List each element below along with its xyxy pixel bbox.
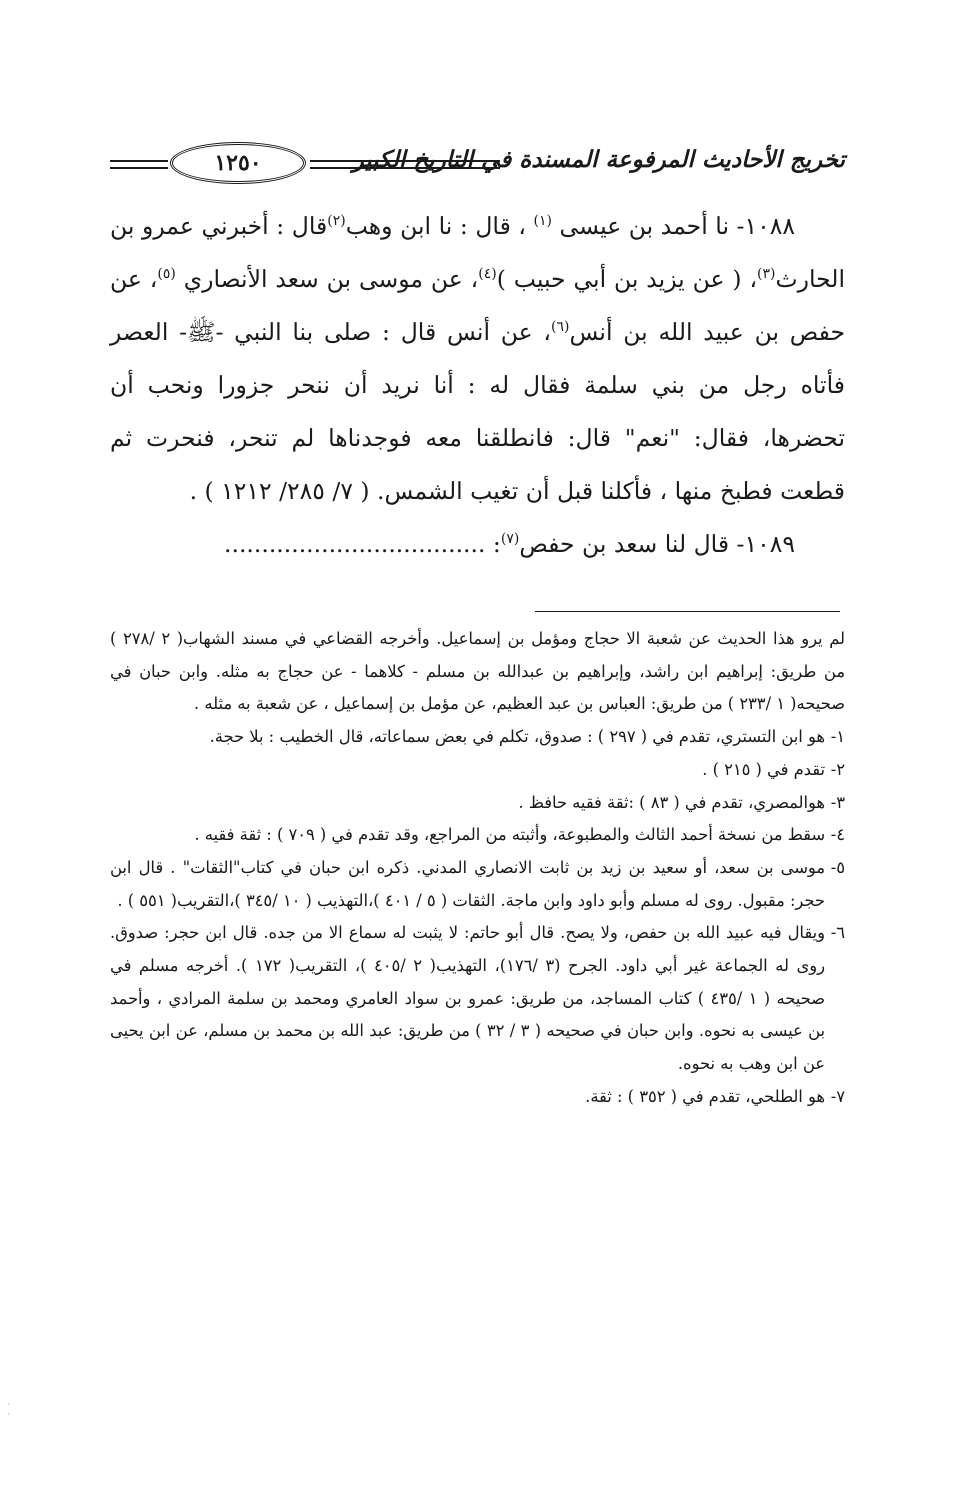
main-text [110,200,845,571]
footnote-7 [110,1081,845,1114]
footnote-number: ٣- [830,792,845,812]
footnote-text: ويقال فيه عبيد الله بن حفص، ولا يصح. قال أبو حاتم: لا يثبت له سماع الا من جده. قال ابن حجر: صدوق. روى له الجماعة غير أبي داود. الجرح (٣ /١٧٦)، التهذيب( ٢ /٤٠٥ )، التقريب( ١٧٢ ). أخرجه مسلم في صحيحه ( ١ /٤٣٥ ) كتاب المساجد، من طريق: عمرو بن سواد العامري ومحمد بن سلمة المرادي ، وأحمد بن عيسى به نحوه. وابن حبان في صحيحه ( ٣ / ٣٢ ) من طريق: عبد الله بن محمد بن مسلم، عن ابن يحيى عن ابن وهب به نحوه. [110,923,825,1074]
footnote-5 [110,852,845,917]
footnote-text: تقدم في ( ٢١٥ ) . [702,759,825,779]
footnote-text: هوالمصري، تقدم في ( ٨٣ ) :ثقة فقيه حافظ . [518,792,825,812]
footnote-number: ٤- [830,825,845,845]
header-double-rule [310,160,500,169]
footnote-2 [110,754,845,787]
hadith-text: نا أحمد بن عيسى [551,212,729,240]
scan-margin-marks: · · [7,1400,10,1419]
footnote-ref-1: (١) [533,213,552,230]
hadith-text: ، عن حفص بن عبيد الله بن أنس [110,265,845,346]
footnote-text: سقط من نسخة أحمد الثالث والمطبوعة، وأثبته من المراجع، وقد تقدم في ( ٧٠٩ ) : ثقة فقيه . [194,825,825,845]
hadith-1088 [110,200,845,518]
footnote-continuation: لم يرو هذا الحديث عن شعبة الا حجاج ومؤمل بن إسماعيل. وأخرجه القضاعي في مسند الشهاب( ٢ /٢٧٨ ) من طريق: إبراهيم ابن راشد، وإبراهيم بن عبدالله بن مسلم - كلاهما - عن حجاج به مثله. وابن حبان في صحيحه( ١ /٢٣٣ ) من طريق: العباس بن عبد العظيم، عن مؤمل بن إسماعيل ، عن شعبة به مثله . [110,629,845,714]
header-double-rule-left [110,160,168,169]
footnote-1 [110,721,845,754]
hadith-number: ١٠٨٨- [729,212,796,240]
hadith-1089 [110,518,845,571]
footnote-number: ١- [830,727,845,747]
footnote-text: هو الطلحي، تقدم في ( ٣٥٢ ) : ثقة. [585,1086,825,1106]
footnote-number: ٢- [830,759,845,779]
hadith-text: : ................................... [224,530,501,558]
running-header [110,140,845,184]
hadith-text: ، قال : نا ابن وهب [345,212,534,240]
footnote-ref-5: (٥) [157,266,176,283]
footnote-ref-6: (٦) [551,319,570,336]
hadith-text: ، عن موسى بن سعد الأنصاري [175,265,479,293]
footnote-3 [110,787,845,820]
hadith-text: ، ( عن يزيد بن أبي حبيب ) [496,265,758,293]
hadith-number: ١٠٨٩- [729,530,795,558]
footnote-separator [535,611,840,612]
hadith-text: قال لنا سعد بن حفص [519,530,730,558]
footnote-number: ٧- [830,1086,845,1106]
footnote-number: ٦- [830,923,845,943]
footnote-ref-7: (٧) [500,531,520,548]
footnote-text: هو ابن التستري، تقدم في ( ٢٩٧ ) : صدوق، تكلم في بعض سماعاته، قال الخطيب : بلا حجة. [209,727,825,747]
header-title: تخريج الأحاديث المرفوعة المسندة في التاريخ الكبير [352,146,845,173]
page-number: ١٢٥٠ [170,142,306,184]
footnote-4 [110,819,845,852]
footnote-6 [110,917,845,1081]
footnote-ref-3: (٣) [757,266,776,283]
footnotes [110,623,845,1114]
footnote-ref-4: (٤) [478,266,497,283]
footnote-text: موسى بن سعد، أو سعيد بن زيد بن ثابت الانصاري المدني. ذكره ابن حبان في كتاب"الثقات" . قال ابن حجر: مقبول. روى له مسلم وأبو داود وابن ماجة. الثقات ( ٥ / ٤٠١ )،التهذيب ( ١٠ /٣٤٥ )،التقريب( ٥٥١ ) . [110,857,825,910]
hadith-text: ، عن أنس قال : صلى بنا النبي -ﷺ- العصر فأتاه رجل من بني سلمة فقال له : أنا نريد أن ننحر جزورا ونحب أن تحضرها، فقال: "نعم" قال: فانطلقنا معه فوجدناها لم تنحر، فنحرت ثم قطعت فطبخ منها ، فأكلنا قبل أن تغيب الشمس. ( ٧/ ٢٨٥/ ١٢١٢ ) . [110,318,845,505]
footnote-ref-2: (٢) [327,213,346,230]
hadith-text: قال : أخبرني عمرو بن الحارث [110,212,845,293]
footnote-number: ٥- [830,857,845,877]
